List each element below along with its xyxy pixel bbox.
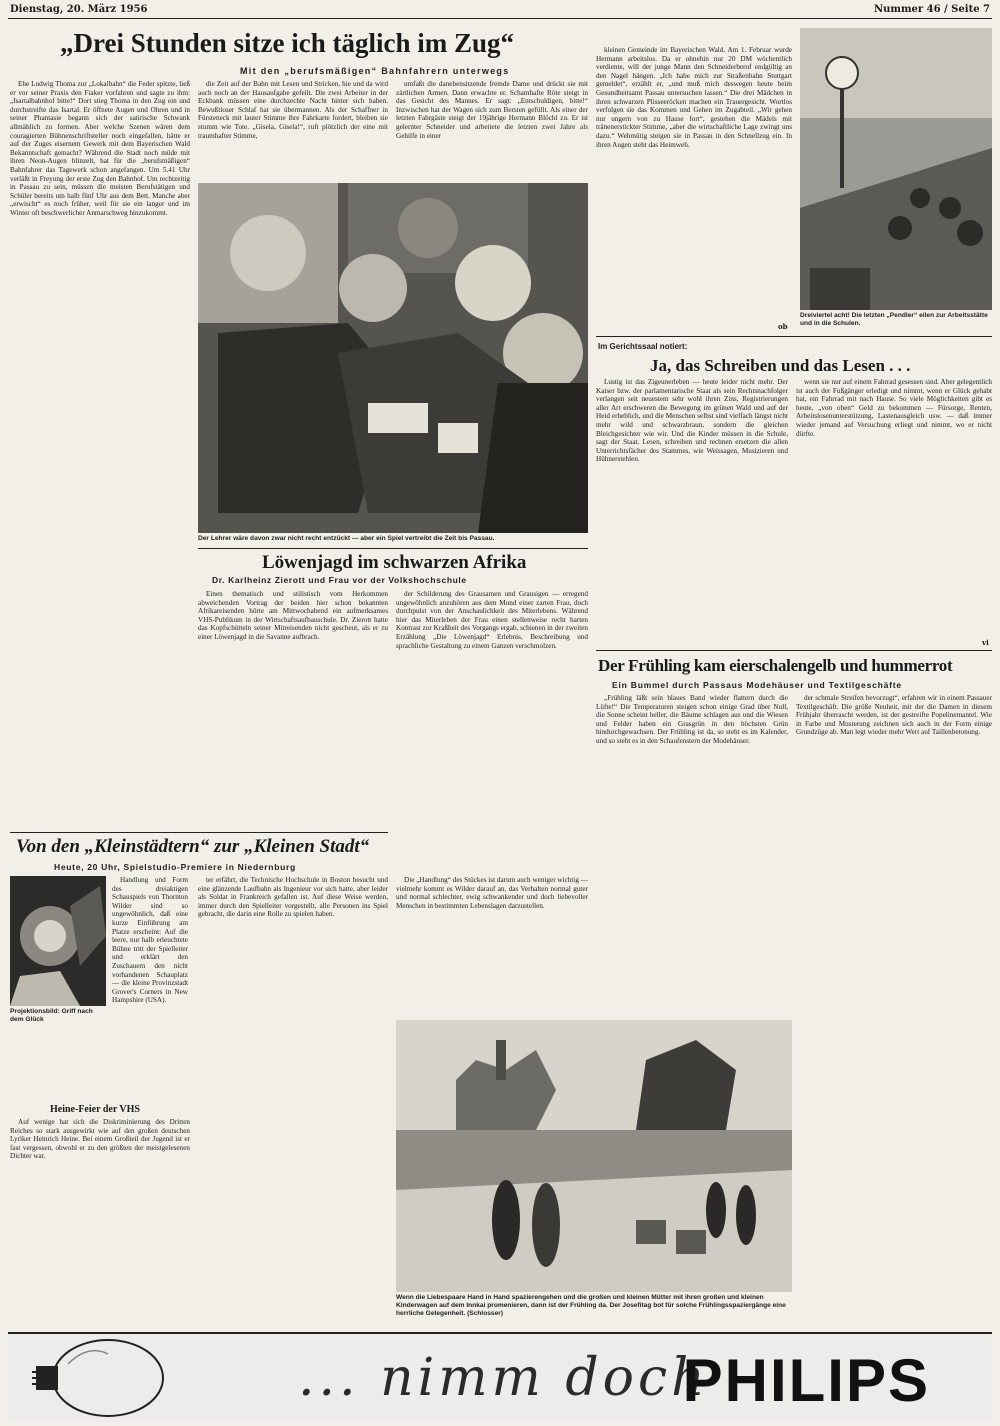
article-zug-column-4: kleinen Gemeinde im Bayerischen Wald. Am 1. Februar wurde Hermann arbeitslos. Da er ohnehin nur 20 DM wöchentlich verdiente, will der junge Mann den Schneiderberuf endgültig an den Nagel hängen. „Ich habe mich zur Straßenbahn Stuttgart gemeldet“, erzählt er, „und muß mich deswegen heute beim Gesundheitsamt Passau untersuchen lassen.“ Die drei Mädchen in ihren schwarzen Plisseeröcken machen ein Trauergesicht. Wortlos verfolgen sie das Kommen und Gehen im Zugabteil. „Wir gehen nur ungern von zu Hause fort“, gestehen die Mädels mit tränenerstickter Stimme, „aber die wirtschaftliche Lage zwingt uns dazu.“ Wehmütig steigen sie in Passau in den Schnellzug ein. In ihren Augen steht das Heimweh. <box>596 46 792 149</box>
ad-brand-logo: PHILIPS <box>682 1347 930 1414</box>
photo-innkai-credit: (Schlosser) <box>467 1310 504 1317</box>
article-zug-column-1: Ehe Ludwig Thoma zur „Lokalbahn“ die Feder spitzte, ließ er vor seiner Praxis den Fiaker vorfahren und sagte zu ihm: „Isartalbahnhof bitte!“ Dort stieg Thoma in den Zug ein und durchstreifte das Isartal. Er öffnete Augen und Ohren und in seiner Phantasie begann sich der satirische Schwank allmählich zu formen. Aber welche Szenen wären dem couragierten Bühnenschriftsteller noch eingefallen, hätte er auf der Zuges eisernem Gewerk mit dem Bayerischen Wald Bekanntschaft gemacht? Während die Stadt noch müde mit ihren Neon-Augen blinzelt, hat für die „berufsmäßigen“ Bahnfahrer das Tagewerk schon angefangen. Um 5.41 Uhr verläßt in Freyung der erste Zug den Bahnhof. Um rechtzeitig in Passau zu sein, müssen die meisten Berufstätigen und Schüler bereits um halb fünf Uhr aus dem Bett. Manche aber „erwischt“ es noch früher, weil für sie ein langer und im Winter oft beschwerlicher Anmarschweg hinzukommt. <box>10 80 190 217</box>
photo-card-players-image <box>198 183 588 533</box>
photo-projection-caption: Projektionsbild: Griff nach dem Glück <box>10 1008 93 1023</box>
divider-kleinstadt <box>10 832 388 833</box>
article-gericht-title: Ja, das Schreiben und das Lesen . . . <box>650 356 911 375</box>
divider-fruehling <box>596 650 992 651</box>
article-fruehling-column-2: der schmale Streifen bevorzugt“, erfahren wir in einem Passauer Textilgeschäft. Die größe Neuheit, mit der die Damen in diesem Frühjahr überrascht werden, ist der gestreifte Popelinemantel. Wie in Farbe und Musterung zeichnen sich auch in der Form einige Grundzüge ab. Man legt wieder mehr Wert auf Taillenbetonung. <box>796 694 992 737</box>
article-heine-title: Heine-Feier der VHS <box>50 1104 140 1115</box>
photo-innkai-image <box>396 1020 792 1292</box>
light-bulb-icon <box>28 1334 168 1422</box>
article-fruehling-title: Der Frühling kam eierschalengelb und hummerrot <box>598 656 953 675</box>
article-zug-author: ob <box>778 322 788 331</box>
article-zug-title: „Drei Stunden sitze ich täglich im Zug“ <box>60 28 515 58</box>
photo-innkai-caption <box>396 1294 792 1320</box>
article-gericht-column-1: Lustig ist das Zigeunerleben — heute leider nicht mehr. Der Kaiser bzw. der parlamentarische Staat als sein Rechtsnachfolger verlangen seit neuestem sehr wohl ihren Zins, Registrierungen aller Art erschweren die Bewegung im grünen Wald und auf der Heid erheblich, und die Menschen selbst sind vielfach längst nicht mehr wild und schwarzbraun, sondern die gleichen Bleichgesichter wie wir. Und die Kinder müssen in die Schule, sagt der Staat. Lesen, schreiben und rechnen ersetzen die allen Unterrichtsfächer des Stammes, wie Weissagen, Musizieren und Hühnerstehlen. <box>596 378 788 464</box>
photo-innkai <box>396 1020 792 1292</box>
photo-station-caption: Dreiviertel acht! Die letzten „Pendler“ eilen zur Arbeitsstätte und in die Schulen. <box>800 312 988 327</box>
article-zug-column-2: die Zeit auf der Bahn mit Lesen und Stricken, hie und da wird auch noch an der Hausaufgabe gefeilt. Die zwei Arbeiter in der Eckbank müssen eine durchzechte Nacht hinter sich haben. Bewußtloser Schlaf hat sie übermannen. Als der Schaffner in Fürsteneck mit lauter Stimme ihre Fahrkarte fordert, bleiben sie stumm wie Tote. „Gisela, Gisela!“, ruft plötzlich der eine mit traumhafter Stimme, <box>198 80 388 140</box>
divider-afrika <box>198 548 588 549</box>
photo-projection-image <box>10 876 106 1006</box>
article-gericht-author: vi <box>982 638 989 647</box>
article-afrika-title: Löwenjagd im schwarzen Afrika <box>262 552 527 573</box>
photo-projection <box>10 876 106 1006</box>
photo-station <box>800 28 992 310</box>
header-rule <box>8 18 992 19</box>
article-afrika-column-2: der Schilderung des Grausamen und Grausigen — erregend ungewöhnlich anzuhören aus dem Mund einer zarten Frau, doch durchpulst von der Anschaulichkeit des Miterlebens. Während hier das Miterleben der Frau einen stellenweise recht harten Kontrast zur Kraßheit des Vorgangs ergab, schienen in der zweiten Erzählung „Die Löwenjagd“ Erlebnis, Beschreibung und sprachliche Gestaltung zu einem Ganzen verschmolzen. <box>396 590 588 650</box>
article-fruehling-subtitle: Ein Bummel durch Passaus Modehäuser und Textilgeschäfte <box>612 680 902 690</box>
article-fruehling-column-1: „Frühling läßt sein blaues Band wieder flattern durch die Lüfte!“ Die Temperaturen steigen schon einige Grad über Null, die Sonne scheint heller, die Bäume schlagen aus und die Wiesen und Felder haben ein Grasgrün in den höchsten Grün hindurchgewachsen. Der Frühling ist da, so steht es im Kalender, und so steht es in den Schaufenstern der Modehäuser. <box>596 694 788 745</box>
photo-innkai-caption-text: Wenn die Liebespaare Hand in Hand spazierengehen und die großen und kleinen Mütter mit ihren großen und kleinen Kinderwagen auf dem Innkai promenieren, dann ist der Frühling da. Der Josefitag bot für solche Frühlingsspaziergänge eine herrliche Gelegenheit. <box>396 1294 786 1317</box>
article-kleinstadt-column-2: ter erfährt, die Technische Hochschule in Boston besucht und eine glänzende Laufbahn als Ingenieur vor sich hatte, aber leider als Soldat in Frankreich gefallen ist. Auf diese Weise werden, immer durch den Spielleiter vorgestellt, alle Personen ins Spiel gebracht, die darin eine Rolle zu spielen haben. <box>198 876 388 919</box>
philips-advertisement <box>8 1332 992 1422</box>
article-kleinstadt-subtitle: Heute, 20 Uhr, Spielstudio-Premiere in Niedernburg <box>54 862 296 872</box>
ad-slogan: ... nimm doch <box>298 1348 709 1408</box>
header-page-number: Nummer 46 / Seite 7 <box>873 4 990 15</box>
article-afrika-column-1: Einen thematisch und stilistisch vom Herkommen abweichenden Vortrag der beiden hier schon bekannten Afrikareisenden hörte am Mittwochabend ein aufmerksames VHS-Publikum in der Wirtschaftsaufbauschule. Dr. Zierott hatte das Kopfschütteln seiner Mitreisenden nicht gescheut, als er zu einer Löwenjagd in die Savanne aufbrach. <box>198 590 388 641</box>
article-heine-column-1: Auf wenige hat sich die Diskriminierung des Dritten Reiches so stark ausgewirkt wie auf den großen deutschen Lyriker Heinrich Heine. Bei einem Großteil der Jugend ist er fast vergessen, obwohl er zu den größten der meistgelesenen Dichter war. <box>10 1118 190 1161</box>
article-kleinstadt-title: Von den „Kleinstädtern“ zur „Kleinen Stadt“ <box>16 836 370 857</box>
photo-station-image <box>800 28 992 310</box>
article-zug-subtitle: Mit den „berufsmäßigen“ Bahnfahrern unterwegs <box>240 66 510 76</box>
article-zug-column-3: umfaßt die danebensitzende fremde Dame und drückt sie mit zärtlichen Armen. Dann erwachte er. Schamhafte Röte steigt in das Gesicht des Mannes. Er sagt: „Entschuldigen, bitte!“ Inzwischen hat der Wagen sich zum Bersten gefüllt. Als einer der letzten Fahrgäste steigt der 19jährige Hermann Blöchl zu. Er ist gelernter Schneider und arbeitete die letzten zwei Jahre als Gehilfe in einer <box>396 80 588 140</box>
article-afrika-subtitle: Dr. Karlheinz Zierott und Frau vor der Volkshochschule <box>212 575 467 585</box>
article-gericht-kicker: Im Gerichtssaal notiert: <box>598 342 688 351</box>
article-gericht-column-2: wenn sie nur auf einem Fahrrad gesessen sind. Aber gelegentlich ist auch der Fußgänger erledigt und nimmt, wenn er Glück gehabt hat, ein Fahrrad mit nach Hause. So viele Möglichkeiten gibt es heute, „von oben“ Geld zu bekommen — Fürsorge, Renten, Arbeitslosenunterstützung, Lastenausgleich usw. — daß immer wieder jemand auf Versuchung erliegt und nimmt, wo er nicht dürfte. <box>796 378 992 438</box>
article-kleinstadt-column-1: Handlung und Form des dreiaktigen Schauspiels von Thornton Wilder sind so ungewöhnlich, daß eine kurze Einführung am Platze erscheint: Auf die leere, nur halb erleuchtete Bühne tritt der Spielleiter und erklärt den Zuschauern den nicht vorhandenen Schauplatz — die kleine Provinzstadt Grover's Corners in New Hampshire (USA). <box>112 876 188 1005</box>
divider-gericht <box>596 336 992 337</box>
header-date: Dienstag, 20. März 1956 <box>10 4 148 15</box>
photo-card-players <box>198 183 588 533</box>
photo-card-players-caption: Der Lehrer wäre davon zwar nicht recht entzückt — aber ein Spiel vertreibt die Zeit bis Passau. <box>198 535 495 542</box>
article-kleinstadt-column-3: Die „Handlung“ des Stückes ist darum auch weniger wichtig — vielmehr kommt es Wilder darauf an, das Verhalten normal guter und normal schlechter, ewig schwankender und doch liebevoller Menschen in bestimmten Lebenslagen darzustellen. <box>396 876 588 910</box>
